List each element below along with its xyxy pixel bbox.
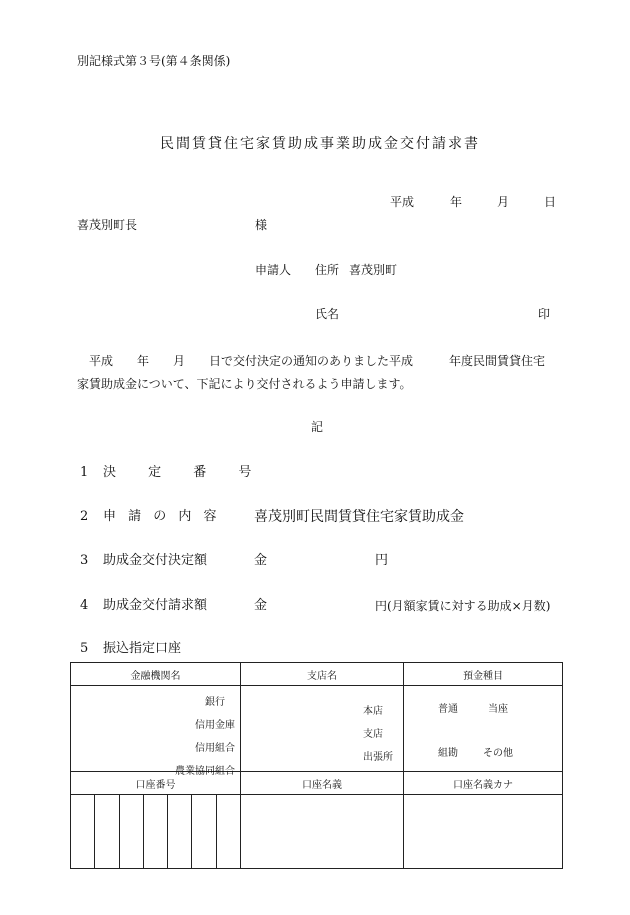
header-deposit-type: 預金種目 <box>404 663 563 686</box>
applicant-label: 申請人 <box>255 263 292 277</box>
item-4-value: 金 <box>254 598 268 613</box>
branch-type-shutchojo: 出張所 <box>363 752 393 763</box>
addressee-name: 喜茂別町長 <box>77 218 138 232</box>
address-label: 住所 <box>315 263 340 277</box>
bank-type-shinkumi: 信用組合 <box>195 743 235 754</box>
account-digit-6[interactable] <box>192 795 216 868</box>
header-branch-name: 支店名 <box>241 663 404 686</box>
body-line-2: 家賃助成金について、下記により交付されるよう申請します。 <box>77 377 412 391</box>
address-value: 喜茂別町 <box>349 263 398 277</box>
item-3-num: 3 <box>80 553 89 568</box>
item-1-label: 決 定 番 号 <box>103 465 266 480</box>
account-digit-7[interactable] <box>217 795 240 868</box>
deposit-other: その他 <box>483 748 513 759</box>
account-holder-cell[interactable] <box>241 795 404 869</box>
account-digit-1[interactable] <box>71 795 95 868</box>
account-digit-3[interactable] <box>120 795 144 868</box>
ki-heading: 記 <box>311 420 324 434</box>
bank-type-ginko: 銀行 <box>205 697 225 708</box>
item-1-num: 1 <box>80 465 89 480</box>
account-digit-4[interactable] <box>144 795 168 868</box>
item-3-unit: 円 <box>375 553 389 568</box>
bank-type-shinkin: 信用金庫 <box>195 720 235 731</box>
item-5-num: 5 <box>80 641 89 656</box>
deposit-kumikan: 組勘 <box>438 748 458 759</box>
account-table <box>70 662 563 869</box>
item-5-label: 振込指定口座 <box>103 641 182 656</box>
item-2-value: 喜茂別町民間賃貸住宅家賃助成金 <box>254 509 464 525</box>
item-2-num: 2 <box>80 509 89 524</box>
item-3-value: 金 <box>254 553 268 568</box>
item-2-label: 申 請 の 内 容 <box>103 509 221 524</box>
deposit-type-cell[interactable] <box>404 686 563 772</box>
document-title: 民間賃貸住宅家賃助成事業助成金交付請求書 <box>160 136 480 152</box>
deposit-futsu: 普通 <box>438 704 458 715</box>
body-line-1: 平成 年 月 日で交付決定の通知のありました平成 年度民間賃貸住宅 <box>89 354 546 368</box>
header-account-holder-kana: 口座名義カナ <box>404 772 563 795</box>
item-4-num: 4 <box>80 598 89 613</box>
date-era: 平成 <box>390 195 415 209</box>
item-3-label: 助成金交付決定額 <box>103 553 208 568</box>
item-4-unit: 円(月額家賃に対する助成×月数) <box>375 599 551 613</box>
bank-name-cell[interactable] <box>71 686 241 777</box>
account-holder-kana-cell[interactable] <box>404 795 563 869</box>
account-digit-2[interactable] <box>95 795 119 868</box>
deposit-toza: 当座 <box>488 704 508 715</box>
branch-type-honten: 本店 <box>363 706 383 717</box>
header-account-holder: 口座名義 <box>241 772 404 795</box>
form-id: 別記様式第３号(第４条関係) <box>77 54 231 68</box>
date-year: 年 <box>450 195 463 209</box>
branch-name-cell[interactable] <box>241 686 404 772</box>
addressee-honorific: 様 <box>255 218 268 232</box>
item-4-label: 助成金交付請求額 <box>103 598 208 613</box>
bank-type-nokyo: 農業協同組合 <box>175 766 235 777</box>
header-bank-name: 金融機関名 <box>71 663 241 686</box>
account-number-cell[interactable] <box>71 795 241 869</box>
date-day: 日 <box>544 195 557 209</box>
branch-type-shiten: 支店 <box>363 729 383 740</box>
account-digit-5[interactable] <box>168 795 192 868</box>
header-account-number: 口座番号 <box>71 772 241 795</box>
name-label: 氏名 <box>315 307 340 321</box>
seal-mark: 印 <box>538 307 551 321</box>
date-month: 月 <box>497 195 510 209</box>
